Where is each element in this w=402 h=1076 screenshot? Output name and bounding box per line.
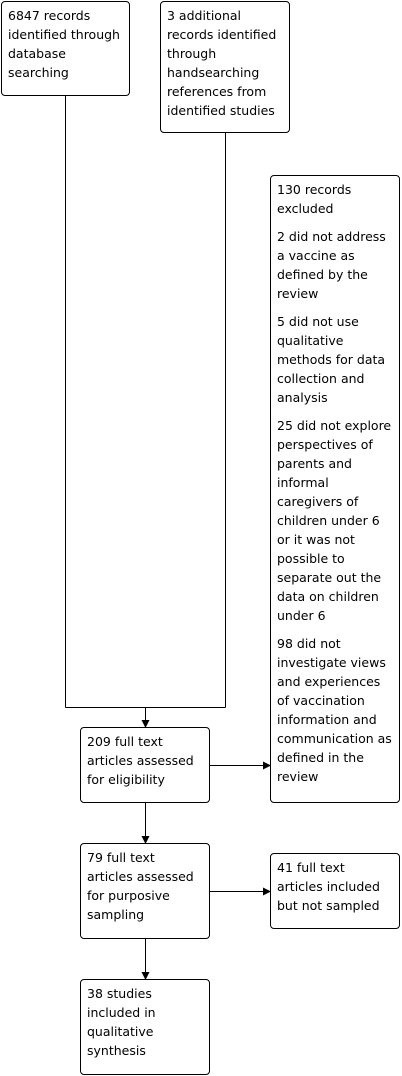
handsearch-box <box>160 1 290 133</box>
excluded-reason: 5 did not use qualitative methods for data collection and analysis <box>277 314 386 405</box>
full-text-assessed-box <box>80 727 210 803</box>
excluded-box <box>270 175 400 803</box>
not-sampled-text: 41 full text articles included but not sampled <box>277 860 380 913</box>
database-search-box <box>1 1 130 96</box>
included-synthesis-text: 38 studies included in qualitative synthesis <box>87 986 156 1058</box>
excluded-title: 130 records excluded <box>277 182 352 216</box>
handsearch-text: 3 additional records identified through handsearching references from identified studies <box>167 8 277 118</box>
included-synthesis-box <box>80 979 210 1075</box>
full-text-assessed-text: 209 full text articles assessed for eligibility <box>87 734 194 787</box>
purposive-sampling-text: 79 full text articles assessed for purposive sampling <box>87 850 194 922</box>
purposive-sampling-box <box>80 843 210 939</box>
database-search-text: 6847 records identified through database searching <box>8 8 120 80</box>
excluded-reason: 98 did not investigate views and experiences of vaccination information and communication as defined in the review <box>277 636 392 784</box>
excluded-reason: 2 did not address a vaccine as defined by the review <box>277 229 386 301</box>
excluded-reason: 25 did not explore perspectives of parents and informal caregivers of children under 6 or it was not possible to separate out the data on children under 6 <box>277 418 392 623</box>
not-sampled-box <box>270 853 400 929</box>
